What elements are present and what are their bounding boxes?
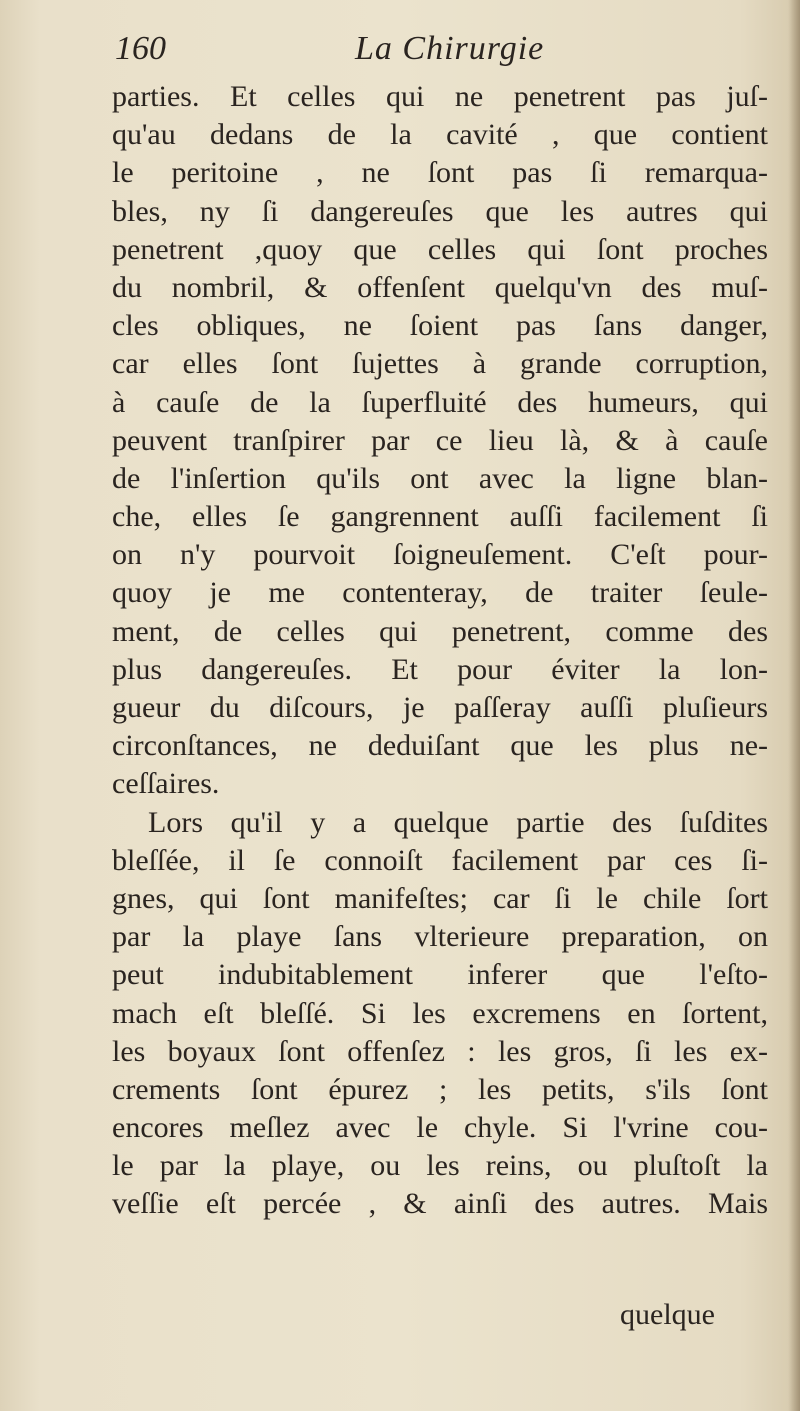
text-line: veſſie eſt percée , & ainſi des autres. Mais [112, 1187, 768, 1221]
text-line: les boyaux ſont offenſez : les gros, ſi les ex- [112, 1034, 768, 1068]
paragraph-1 [112, 78, 768, 804]
page-number: 160 [115, 30, 166, 67]
text-line: on n'y pourvoit ſoigneuſement. C'eſt pour- [112, 538, 768, 572]
text-line: bleſſée, il ſe connoiſt facilement par ces ſi- [112, 843, 768, 877]
catchword: quelque [620, 1298, 715, 1331]
running-title: La Chirurgie [355, 30, 545, 67]
body-text [112, 78, 768, 1224]
text-line: crements ſont épurez ; les petits, s'ils ſont [112, 1072, 768, 1106]
text-line: à cauſe de la ſuperfluité des humeurs, qui [112, 385, 768, 419]
text-line: ment, de celles qui penetrent, comme des [112, 614, 768, 648]
text-line: circonſtances, ne deduiſant que les plus ne- [112, 729, 768, 763]
text-line: de l'inſertion qu'ils ont avec la ligne blan- [112, 461, 768, 495]
text-line: quoy je me contenteray, de traiter ſeule- [112, 576, 768, 610]
text-line: parties. Et celles qui ne penetrent pas juſ- [112, 80, 768, 113]
text-line: le par la playe, ou les reins, ou pluſtoſt la [112, 1149, 768, 1183]
page-header [115, 30, 775, 80]
text-line: cles obliques, ne ſoient pas ſans danger, [112, 309, 768, 343]
text-line: encores meſlez avec le chyle. Si l'vrine cou- [112, 1111, 768, 1145]
paragraph-2 [112, 804, 768, 1224]
text-line: ceſſaires. [112, 767, 220, 801]
text-line: Lors qu'il y a quelque partie des ſuſdites [148, 805, 768, 839]
text-line: du nombril, & offenſent quelqu'vn des muſ- [112, 270, 768, 304]
page-edge-shadow [788, 0, 800, 1411]
text-line: le peritoine , ne ſont pas ſi remarqua- [112, 156, 768, 190]
text-line: gnes, qui ſont manifeſtes; car ſi le chile ſort [112, 881, 768, 915]
text-line: penetrent ,quoy que celles qui ſont proches [112, 232, 768, 266]
text-line: plus dangereuſes. Et pour éviter la lon- [112, 652, 768, 686]
text-line: gueur du diſcours, je paſſeray auſſi pluſieurs [112, 691, 768, 724]
text-line: peut indubitablement inferer que l'eſto- [112, 958, 768, 992]
text-line: mach eſt bleſſé. Si les excremens en ſortent, [112, 996, 768, 1030]
text-line: par la playe ſans vlterieure preparation, on [112, 920, 768, 954]
text-line: bles, ny ſi dangereuſes que les autres qui [112, 194, 768, 228]
text-line: peuvent tranſpirer par ce lieu là, & à cauſe [112, 423, 768, 457]
text-line: car elles ſont ſujettes à grande corruption, [112, 347, 768, 381]
text-line: qu'au dedans de la cavité , que contient [112, 118, 768, 152]
text-line: che, elles ſe gangrennent auſſi facilement ſi [112, 500, 768, 534]
